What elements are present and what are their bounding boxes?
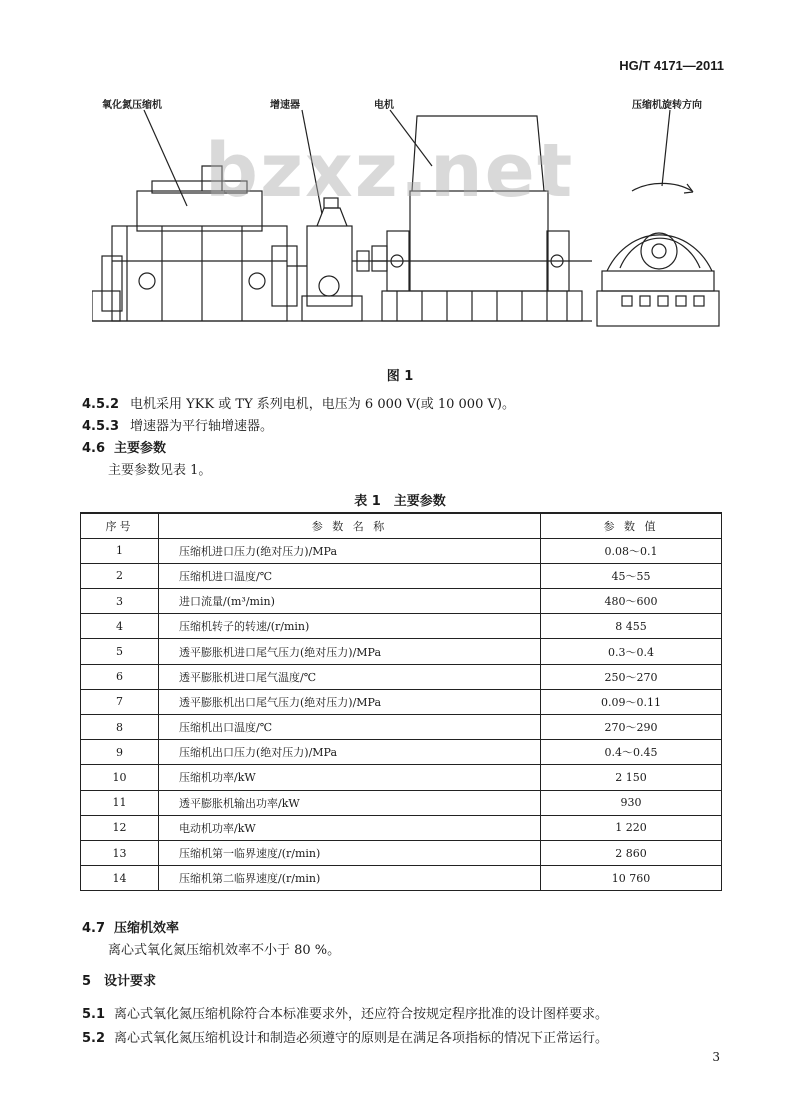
table-row <box>81 840 722 865</box>
clause-number: 4.5.3 <box>82 419 120 434</box>
clause-5-2 <box>82 1027 608 1046</box>
row-index: 5 <box>81 639 159 664</box>
row-index: 6 <box>81 664 159 689</box>
clause-number: 4.7 <box>82 921 106 936</box>
clause-5-heading <box>82 970 156 989</box>
label-gearbox: 增速器 <box>270 100 300 111</box>
row-parameter-value: 1 220 <box>541 815 722 840</box>
row-parameter-name: 透平膨胀机进口尾气温度/℃ <box>159 664 541 689</box>
clause-4-7-heading <box>82 917 179 936</box>
table-row <box>81 538 722 563</box>
table-row <box>81 639 722 664</box>
row-index: 4 <box>81 614 159 639</box>
row-index: 1 <box>81 538 159 563</box>
row-index: 11 <box>81 790 159 815</box>
table-row <box>81 740 722 765</box>
row-parameter-name: 透平膨胀机出口尾气压力(绝对压力)/MPa <box>159 689 541 714</box>
label-compressor: 氧化氮压缩机 <box>102 100 162 111</box>
table-row <box>81 563 722 588</box>
clause-text: 增速器为平行轴增速器。 <box>130 419 274 434</box>
table-row <box>81 664 722 689</box>
table-row <box>81 815 722 840</box>
row-index: 3 <box>81 589 159 614</box>
row-parameter-name: 压缩机出口压力(绝对压力)/MPa <box>159 740 541 765</box>
row-parameter-value: 250～270 <box>541 664 722 689</box>
row-parameter-value: 0.08～0.1 <box>541 538 722 563</box>
row-parameter-name: 压缩机转子的转速/(r/min) <box>159 614 541 639</box>
row-parameter-value: 930 <box>541 790 722 815</box>
clause-4-5-2 <box>82 393 515 412</box>
row-index: 9 <box>81 740 159 765</box>
row-parameter-value: 8 455 <box>541 614 722 639</box>
clause-text: 电机采用 YKK 或 TY 系列电机，电压为 6 000 V(或 10 000 V)。 <box>130 397 515 412</box>
gearbox-drawing <box>287 198 387 321</box>
row-parameter-value: 480～600 <box>541 589 722 614</box>
row-parameter-value: 0.3～0.4 <box>541 639 722 664</box>
table-title: 表 1 主要参数 <box>354 494 446 509</box>
header-parameter-value: 参 数 值 <box>541 513 722 538</box>
table-row <box>81 614 722 639</box>
row-parameter-name: 压缩机出口温度/℃ <box>159 715 541 740</box>
row-parameter-value: 0.09～0.11 <box>541 689 722 714</box>
row-parameter-name: 透平膨胀机输出功率/kW <box>159 790 541 815</box>
row-parameter-name: 压缩机进口温度/℃ <box>159 563 541 588</box>
row-parameter-value: 2 150 <box>541 765 722 790</box>
clause-5-1 <box>82 1003 608 1022</box>
label-rotation-direction: 压缩机旋转方向 <box>632 100 702 111</box>
table-header-row <box>81 513 722 538</box>
clause-text: 离心式氧化氮压缩机除符合本标准要求外，还应符合按规定程序批准的设计图样要求。 <box>114 1007 609 1022</box>
table-row <box>81 866 722 891</box>
table-row <box>81 765 722 790</box>
table-row <box>81 715 722 740</box>
clause-number: 5.1 <box>82 1007 106 1022</box>
row-parameter-name: 压缩机第一临界速度/(r/min) <box>159 840 541 865</box>
row-parameter-value: 270～290 <box>541 715 722 740</box>
label-motor: 电机 <box>374 100 394 111</box>
row-parameter-name: 压缩机进口压力(绝对压力)/MPa <box>159 538 541 563</box>
compressor-end-view <box>597 183 719 326</box>
row-parameter-value: 2 860 <box>541 840 722 865</box>
row-parameter-value: 10 760 <box>541 866 722 891</box>
header-index: 序号 <box>81 513 159 538</box>
row-parameter-name: 压缩机第二临界速度/(r/min) <box>159 866 541 891</box>
row-parameter-value: 45～55 <box>541 563 722 588</box>
clause-4-5-3 <box>82 415 273 434</box>
row-index: 8 <box>81 715 159 740</box>
row-index: 12 <box>81 815 159 840</box>
row-parameter-name: 电动机功率/kW <box>159 815 541 840</box>
clause-text: 离心式氧化氮压缩机设计和制造必须遵守的原则是在满足各项指标的情况下正常运行。 <box>114 1031 609 1046</box>
header-parameter-name: 参 数 名 称 <box>159 513 541 538</box>
row-parameter-name: 透平膨胀机进口尾气压力(绝对压力)/MPa <box>159 639 541 664</box>
clause-4-7-text: 离心式氧化氮压缩机效率不小于 80 %。 <box>108 943 341 958</box>
row-index: 10 <box>81 765 159 790</box>
table-row <box>81 589 722 614</box>
row-index: 14 <box>81 866 159 891</box>
clause-title: 设计要求 <box>104 974 157 989</box>
table-body <box>81 538 722 891</box>
clause-title: 压缩机效率 <box>114 921 180 936</box>
clause-number: 4.5.2 <box>82 397 120 412</box>
standard-code: HG/T 4171—2011 <box>619 58 724 73</box>
page-number: 3 <box>712 1050 720 1064</box>
clause-number: 4.6 <box>82 441 106 456</box>
row-index: 13 <box>81 840 159 865</box>
clause-4-6-text: 主要参数见表 1。 <box>108 463 212 478</box>
row-parameter-name: 进口流量/(m³/min) <box>159 589 541 614</box>
clause-title: 主要参数 <box>114 441 167 456</box>
figure-caption: 图 1 <box>386 369 414 384</box>
clause-number: 5.2 <box>82 1031 106 1046</box>
clause-4-6-heading <box>82 437 166 456</box>
table-row <box>81 689 722 714</box>
clause-number: 5 <box>82 974 92 989</box>
table-row <box>81 790 722 815</box>
watermark: bzxz.net <box>205 128 575 214</box>
row-index: 7 <box>81 689 159 714</box>
row-index: 2 <box>81 563 159 588</box>
row-parameter-name: 压缩机功率/kW <box>159 765 541 790</box>
row-parameter-value: 0.4～0.45 <box>541 740 722 765</box>
parameters-table <box>80 512 722 891</box>
